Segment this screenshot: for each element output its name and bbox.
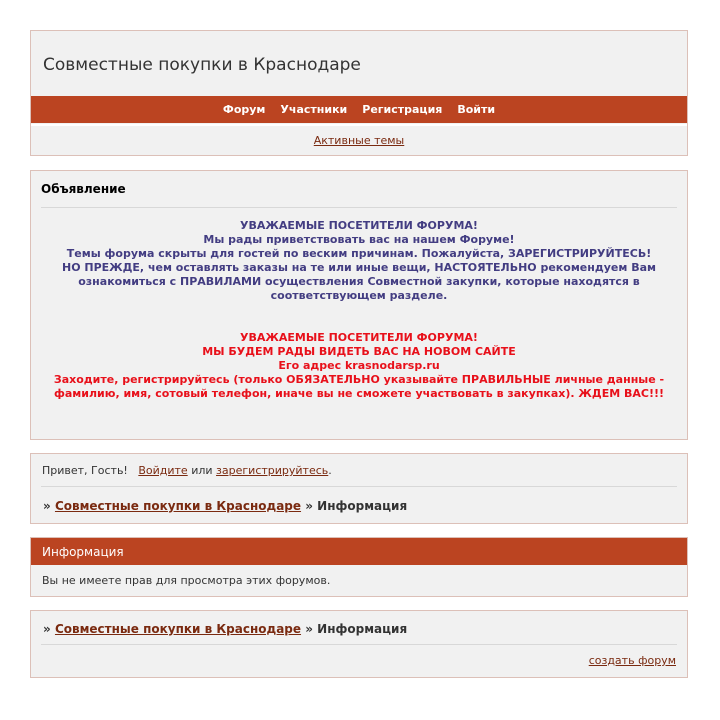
period-text: . [328,464,332,477]
create-forum-link[interactable]: создать форум [588,654,676,667]
forum-header [30,30,688,156]
info-title: Информация [42,545,124,559]
board-title: Совместные покупки в Краснодаре [43,55,361,75]
footer-divider [41,644,677,645]
nav-forum-link[interactable]: Форум [222,103,266,116]
breadcrumb-home-link[interactable]: Совместные покупки в Краснодаре [54,499,302,513]
announcement-line: ознакомиться с ПРАВИЛАМИ осуществления Совместной закупки, которые находятся в [78,275,640,288]
or-text: или [191,464,213,477]
announcement-line: Темы форума скрыты для гостей по веским причинам. Пожалуйста, ЗАРЕГИСТРИРУЙТЕСЬ! [66,247,652,260]
info-panel [30,537,688,597]
welcome-divider [41,486,677,487]
announcement-new-site-text [41,331,677,401]
breadcrumb-current: Информация [317,622,408,636]
breadcrumb-prefix: » [43,499,51,513]
announcement-line: УВАЖАЕМЫЕ ПОСЕТИТЕЛИ ФОРУМА! [240,219,478,232]
info-header [31,538,687,565]
announcement-line: Заходите, регистрируйтесь (только ОБЯЗАТЕЛЬНО указывайте ПРАВИЛЬНЫЕ личные данные - [53,373,665,386]
footer-panel [30,610,688,678]
announcement-title: Объявление [41,182,126,196]
announcement-line: соответствующем разделе. [270,289,448,302]
announcement-line: УВАЖАЕМЫЕ ПОСЕТИТЕЛИ ФОРУМА! [240,331,478,344]
register-link[interactable]: зарегистрируйтесь [216,464,329,477]
announcement-line: Его адрес krasnodarsp.ru [278,359,440,372]
info-message: Вы не имеете прав для просмотра этих форумов. [42,574,331,587]
breadcrumb [43,499,407,513]
announcement-divider [41,207,677,208]
active-topics-link[interactable]: Активные темы [313,134,405,147]
guest-greeting [42,464,332,477]
breadcrumb-current: Информация [317,499,408,513]
announcement-line: Мы рады приветствовать вас на нашем Форуме! [203,233,515,246]
nav-members-link[interactable]: Участники [280,103,348,116]
nav-login-link[interactable]: Войти [457,103,496,116]
greeting-text: Привет, Гость! [42,464,128,477]
breadcrumb-separator: » [305,499,313,513]
main-navbar [31,96,687,123]
breadcrumb-home-link[interactable]: Совместные покупки в Краснодаре [54,622,302,636]
announcement-line: НО ПРЕЖДЕ, чем оставлять заказы на те или иные вещи, НАСТОЯТЕЛЬНО рекомендуем Вам [61,261,657,274]
welcome-panel [30,453,688,524]
subnav-divider [31,124,687,126]
breadcrumb-separator: » [305,622,313,636]
breadcrumb-prefix: » [43,622,51,636]
announcement-line: МЫ БУДЕМ РАДЫ ВИДЕТЬ ВАС НА НОВОМ САЙТЕ [202,345,516,358]
login-link[interactable]: Войдите [138,464,188,477]
announcement-line: фамилию, имя, сотовый телефон, иначе вы не сможете участвовать в закупках). ЖДЕМ ВАС!!! [53,387,665,400]
announcement-panel [30,170,688,440]
nav-register-link[interactable]: Регистрация [362,103,443,116]
breadcrumb-footer [43,622,407,636]
subnav [31,134,687,147]
announcement-welcome-text [41,219,677,303]
